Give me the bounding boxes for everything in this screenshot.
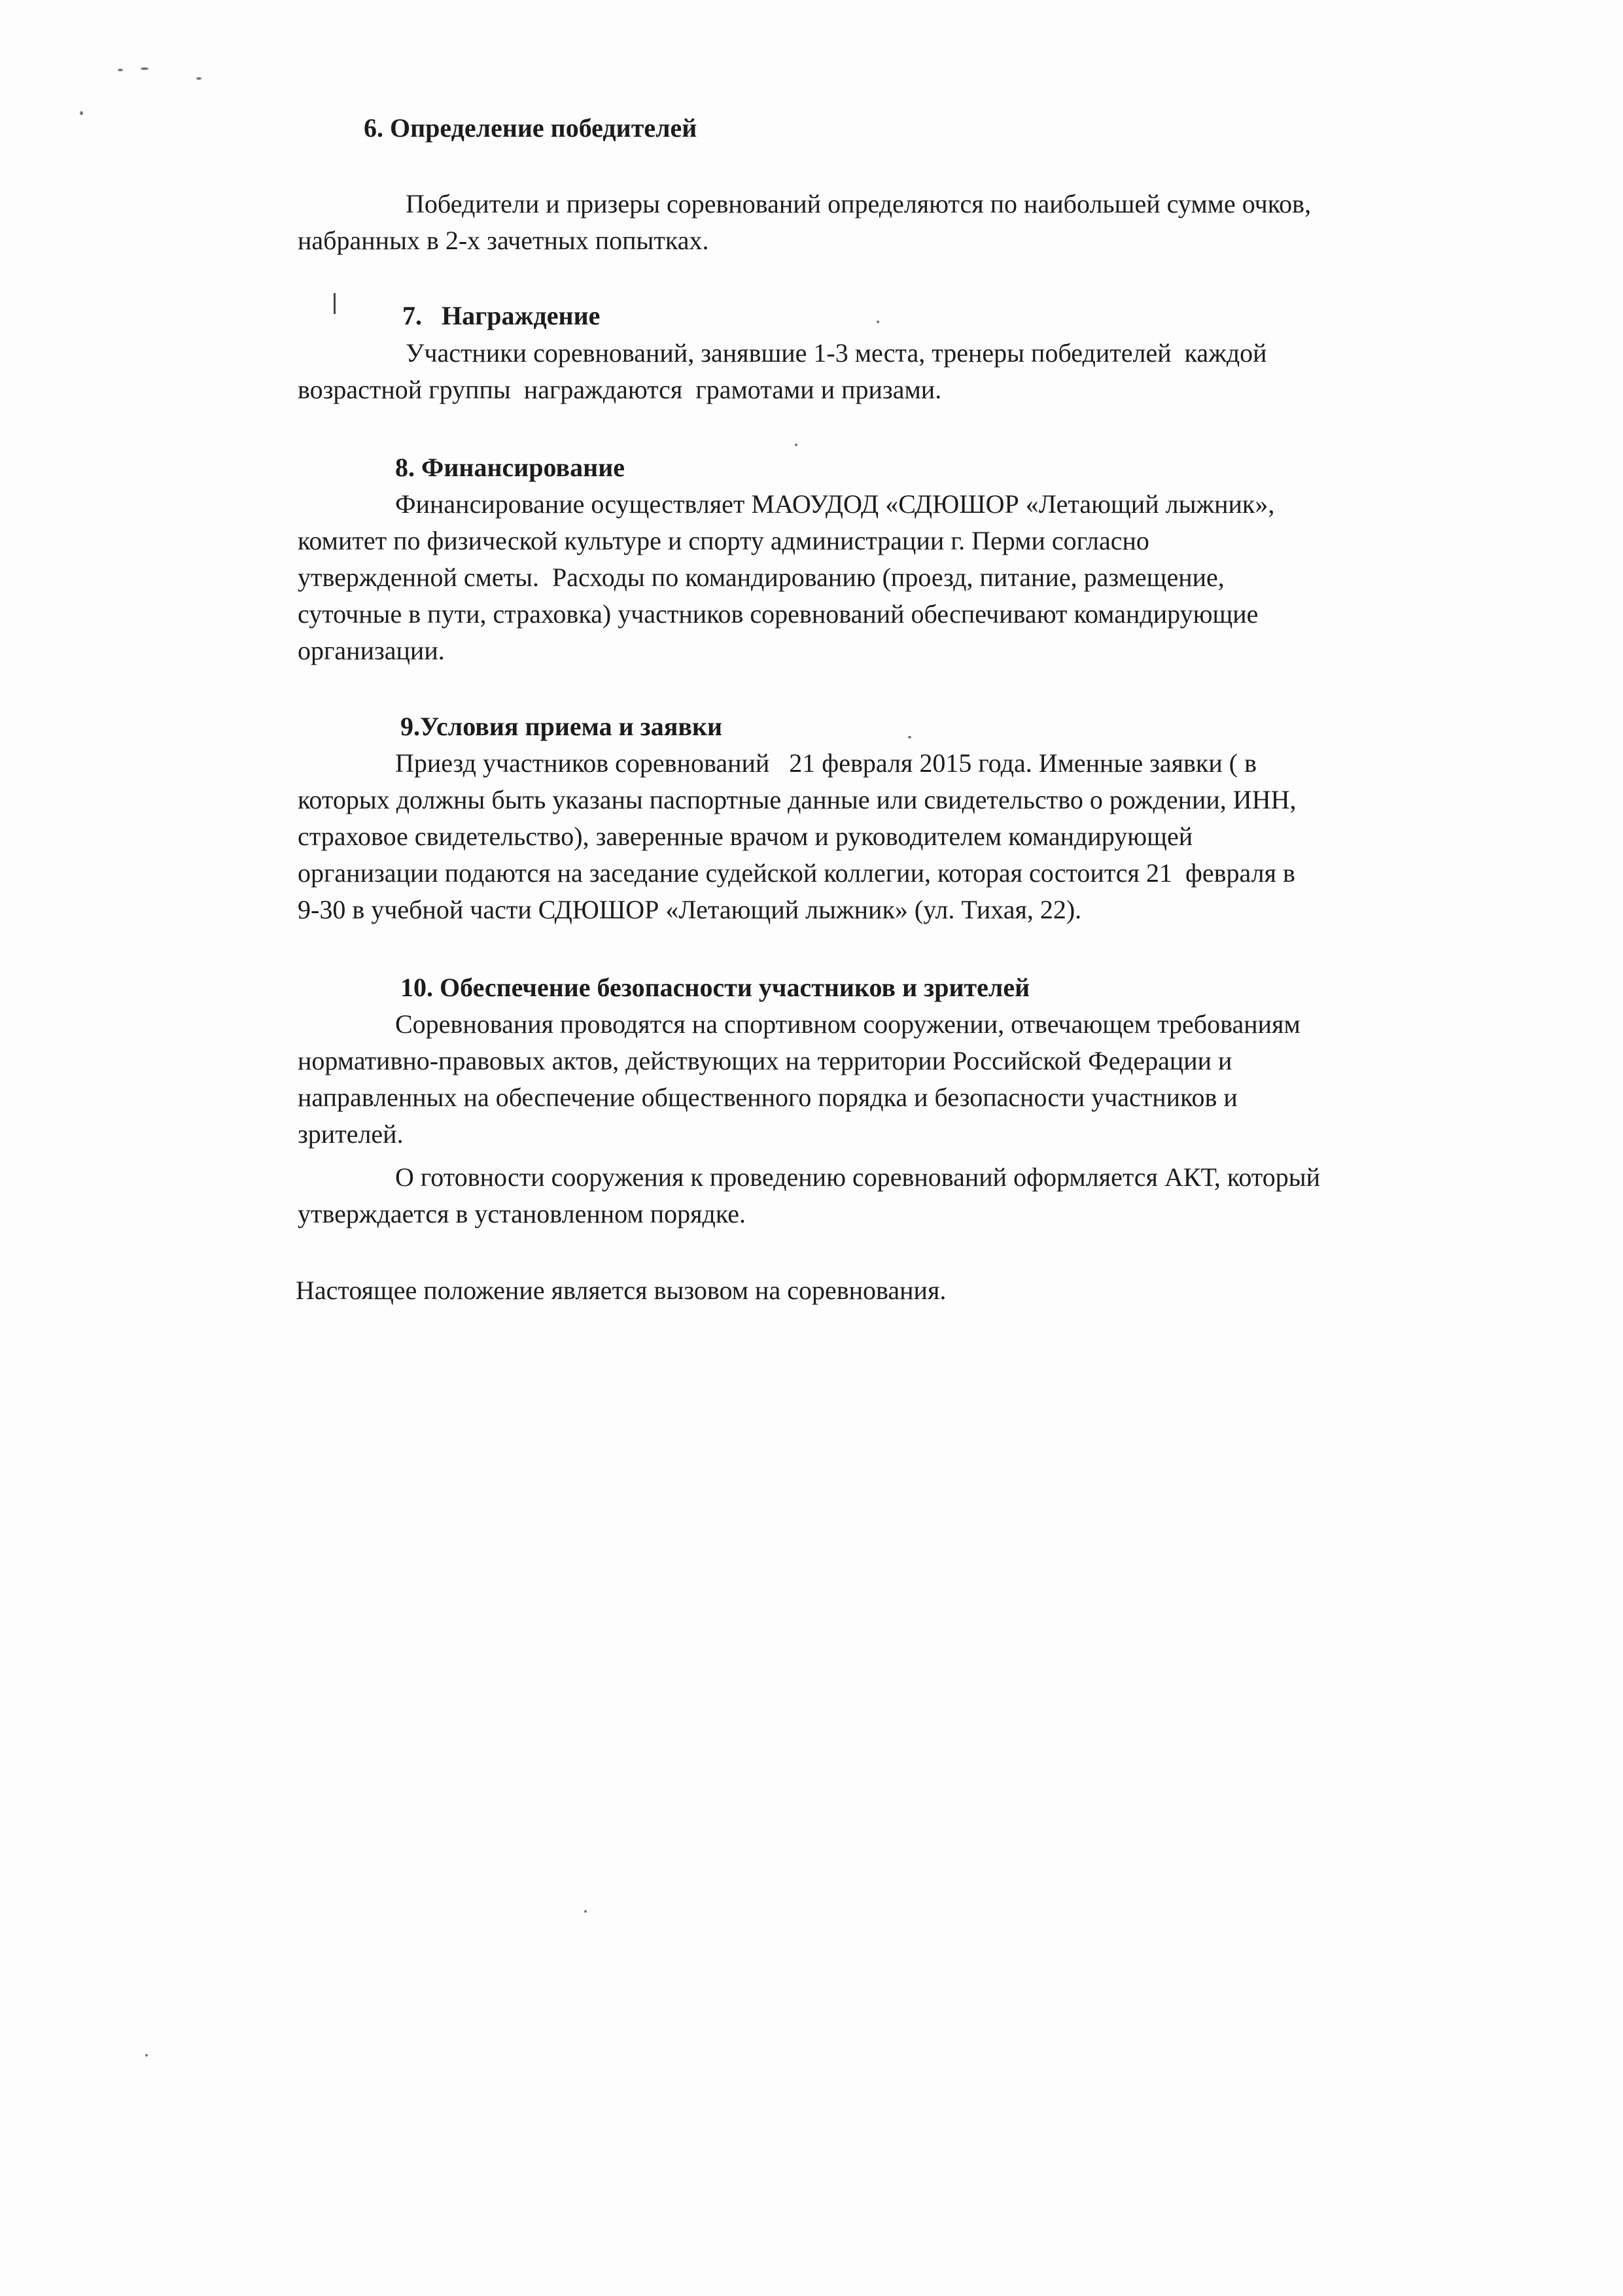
section-8-line: Финансирование осуществляет МАОУДОД «СДЮШОР «Летающий лыжник», bbox=[395, 489, 1275, 519]
section-6-heading: 6. Определение победителей bbox=[364, 113, 697, 143]
section-10-line: направленных на обеспечение общественного порядка и безопасности участников и bbox=[298, 1083, 1238, 1112]
section-9-line: страховое свидетельство), заверенные врачом и руководителем командирующей bbox=[298, 822, 1193, 851]
section-9-heading: 9.Условия приема и заявки bbox=[400, 712, 723, 741]
scan-mark bbox=[334, 293, 336, 314]
section-10-line: зрителей. bbox=[298, 1119, 404, 1149]
section-7-heading: 7. Награждение bbox=[402, 301, 601, 330]
section-8-line: суточные в пути, страховка) участников соревнований обеспечивают командирующие bbox=[298, 599, 1259, 629]
section-7-line: возрастной группы награждаются грамотами и призами. bbox=[298, 375, 942, 404]
scan-speck bbox=[584, 1910, 587, 1913]
scan-speck bbox=[80, 111, 83, 115]
section-10-heading: 10. Обеспечение безопасности участников и зрителей bbox=[400, 973, 1030, 1002]
scan-speck bbox=[795, 444, 797, 446]
section-10-line: О готовности сооружения к проведению соревнований оформляется АКТ, который bbox=[395, 1162, 1321, 1192]
section-8-line: организации. bbox=[298, 636, 445, 665]
section-6-line: Победители и призеры соревнований определяются по наибольшей сумме очков, bbox=[406, 189, 1312, 218]
section-10-line: Соревнования проводятся на спортивном сооружении, отвечающем требованиям bbox=[395, 1009, 1300, 1039]
section-10-line: нормативно-правовых актов, действующих на территории Российской Федерации и bbox=[298, 1046, 1232, 1075]
closing-statement: Настоящее положение является вызовом на соревнования. bbox=[296, 1276, 947, 1305]
section-8-heading: 8. Финансирование bbox=[395, 453, 625, 482]
section-6-line: набранных в 2-х зачетных попытках. bbox=[298, 226, 709, 255]
section-9-line: которых должны быть указаны паспортные данные или свидетельство о рождении, ИНН, bbox=[298, 785, 1297, 814]
scan-speck bbox=[118, 69, 123, 71]
scan-speck bbox=[877, 321, 879, 323]
section-10-line: утверждается в установленном порядке. bbox=[298, 1199, 746, 1228]
scan-speck bbox=[145, 2054, 148, 2057]
section-9-line: 9-30 в учебной части СДЮШОР «Летающий лыжник» (ул. Тихая, 22). bbox=[298, 895, 1082, 924]
section-8-line: комитет по физической культуре и спорту администрации г. Перми согласно bbox=[298, 526, 1149, 555]
scan-speck bbox=[141, 67, 148, 70]
scan-speck bbox=[908, 736, 911, 739]
section-9-line: организации подаются на заседание судейской коллегии, которая состоится 21 февраля в bbox=[298, 858, 1295, 888]
section-8-line: утвержденной сметы. Расходы по командированию (проезд, питание, размещение, bbox=[298, 563, 1225, 592]
section-9-line: Приезд участников соревнований 21 февраля 2015 года. Именные заявки ( в bbox=[395, 748, 1257, 778]
section-7-line: Участники соревнований, занявшие 1-3 места, тренеры победителей каждой bbox=[406, 338, 1267, 368]
scan-speck bbox=[196, 77, 201, 80]
